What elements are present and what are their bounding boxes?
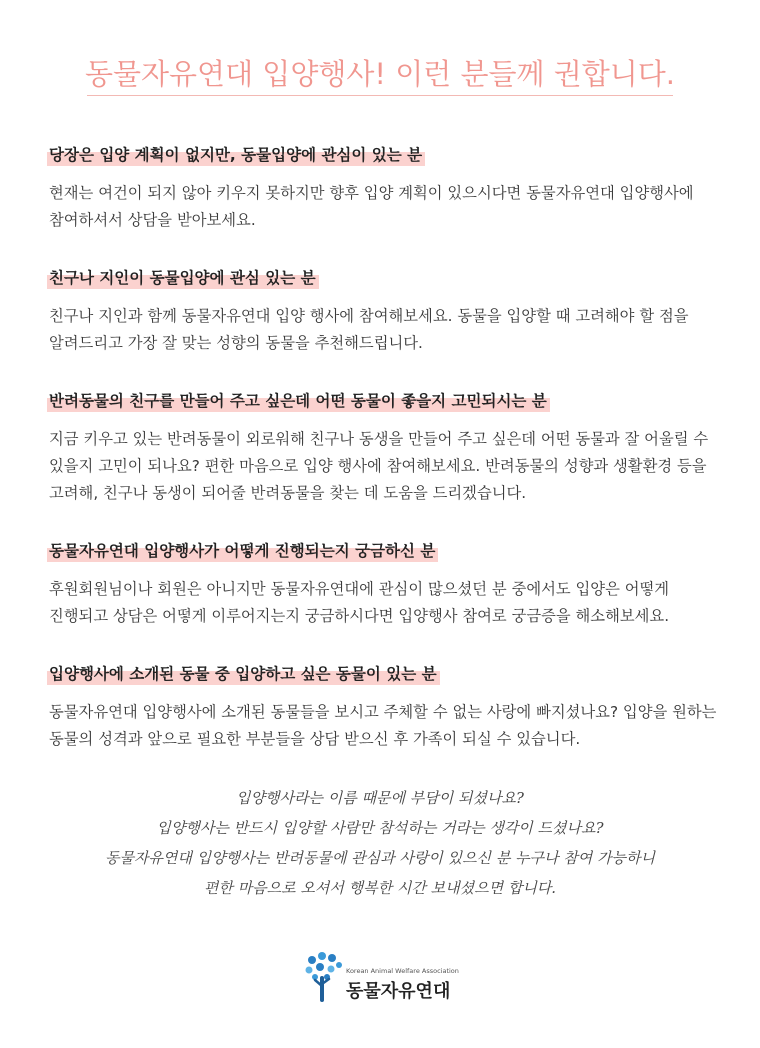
section-heading: 입양행사에 소개된 동물 중 입양하고 싶은 동물이 있는 분 (47, 662, 440, 685)
section-friend-interested (47, 266, 717, 357)
closing-message (0, 783, 760, 903)
section-heading: 당장은 입양 계획이 없지만, 동물입양에 관심이 있는 분 (47, 143, 425, 166)
section-plan-later (47, 143, 717, 234)
section-curious-process (47, 539, 717, 630)
closing-line: 편한 마음으로 오셔서 행복한 시간 보내셨으면 합니다. (203, 879, 557, 897)
recommendation-list (47, 143, 717, 785)
closing-line: 입양행사라는 이름 때문에 부담이 되셨나요? (236, 789, 524, 807)
section-specific-animal (47, 662, 717, 753)
page-title: 동물자유연대 입양행사! 이런 분들께 권합니다. (85, 57, 675, 91)
logo-english-name: Korean Animal Welfare Association (346, 967, 459, 975)
logo-korean-name: 동물자유연대 (346, 981, 451, 1002)
title-divider (87, 95, 673, 96)
section-heading: 친구나 지인이 동물입양에 관심 있는 분 (47, 266, 319, 289)
closing-line: 입양행사는 반드시 입양할 사람만 참석하는 거라는 생각이 드셨나요? (156, 819, 604, 837)
section-body: 동물자유연대 입양행사에 소개된 동물들을 보시고 주체할 수 없는 사랑에 빠지셨나요? 입양을 원하는 동물의 성격과 앞으로 필요한 부분들을 상담 받으신 후 가족이 되실 수 있습니다. (49, 703, 717, 748)
section-body: 친구나 지인과 함께 동물자유연대 입양 행사에 참여해보세요. 동물을 입양할 때 고려해야 할 점을 알려드리고 가장 잘 맞는 성향의 동물을 추천해드립니다. (49, 307, 689, 352)
section-body: 후원회원님이나 회원은 아니지만 동물자유연대에 관심이 많으셨던 분 중에서도 입양은 어떻게 진행되고 상담은 어떻게 이루어지는지 궁금하시다면 입양행사 참여로 궁금증을 해소해보세요. (49, 580, 670, 625)
section-companion-for-pet (47, 389, 717, 507)
section-body: 지금 키우고 있는 반려동물이 외로워해 친구나 동생을 만들어 주고 싶은데 어떤 동물과 잘 어울릴 수 있을지 고민이 되나요? 편한 마음으로 입양 행사에 참여해보세요. 반려동물의 성향과 생활환경 등을 고려해, 친구나 동생이 되어줄 반려동물을 찾는 데 도움을 드리겠습니다. (49, 430, 709, 502)
closing-line: 동물자유연대 입양행사는 반려동물에 관심과 사랑이 있으신 분 누구나 참여 가능하니 (104, 849, 656, 867)
organization-logo (302, 950, 472, 1006)
section-heading: 동물자유연대 입양행사가 어떻게 진행되는지 궁금하신 분 (47, 539, 438, 562)
section-heading: 반려동물의 친구를 만들어 주고 싶은데 어떤 동물이 좋을지 고민되시는 분 (47, 389, 550, 412)
section-body: 현재는 여건이 되지 않아 키우지 못하지만 향후 입양 계획이 있으시다면 동물자유연대 입양행사에 참여하셔서 상담을 받아보세요. (49, 184, 694, 229)
tree-of-paws-icon (302, 950, 346, 1006)
